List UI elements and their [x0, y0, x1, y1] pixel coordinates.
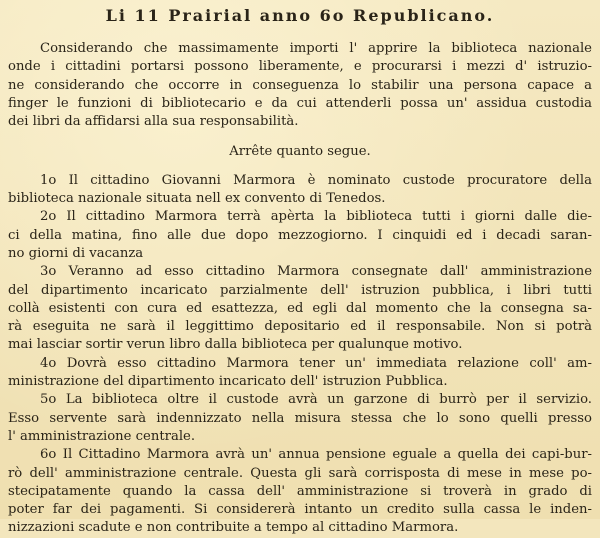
- article-1: [8, 172, 592, 209]
- article-line: 6o Il Cittadino Marmora avrà un' annua pensione eguale a quella dei capi-bur-: [40, 447, 592, 463]
- article-line: del dipartimento incaricato parzialmente dell' istruzion pubblica, i libri tutti: [8, 282, 592, 298]
- preamble-line: onde i cittadini portarsi possono liberamente, e procurarsi i mezzi d' istruzio-: [8, 59, 592, 75]
- article-line: l' amministrazione centrale.: [8, 428, 196, 444]
- article-2: [8, 208, 592, 263]
- article-line: biblioteca nazionale situata nell ex convento di Tenedos.: [8, 191, 386, 207]
- document-title: Li 11 Prairial anno 6o Republicano.: [105, 6, 495, 25]
- decree-intro: Arrête quanto segue.: [229, 144, 371, 160]
- article-line: ci della matina, fino alle due dopo mezzogiorno. I cinquidi ed i decadi saran-: [8, 227, 592, 243]
- article-line: mai lasciar sortir verun libro dalla biblioteca per qualunque motivo.: [8, 337, 463, 353]
- article-line: rò dell' amministrazione centrale. Questa gli sarà corrisposta di mese in mese po-: [8, 465, 592, 481]
- article-line: nizzazioni scadute e non contribuite a tempo al cittadino Marmora.: [8, 520, 459, 536]
- article-line: Esso servente sarà indennizzato nella misura stessa che lo sono quelli presso: [8, 410, 592, 426]
- article-line: 4o Dovrà esso cittadino Marmora tener un' immediata relazione coll' am-: [40, 355, 592, 371]
- article-line: 1o Il cittadino Giovanni Marmora è nominato custode procuratore della: [40, 172, 592, 188]
- article-3: [8, 263, 592, 354]
- article-line: ministrazione del dipartimento incaricato dell' istruzion Pubblica.: [8, 374, 448, 390]
- article-line: rà eseguita ne sarà il leggittimo depositario ed il responsabile. Non si potrà: [8, 319, 592, 335]
- preamble-line: ne considerando che occorre in conseguenza lo stabilir una persona capace a: [8, 77, 592, 93]
- article-line: no giorni di vacanza: [8, 245, 144, 261]
- article-5: [8, 391, 592, 446]
- preamble-line: dei libri da affidarsi alla sua responsabilità.: [8, 114, 299, 130]
- article-line: stecipatamente quando la cassa dell' amministrazione si troverà in grado di: [8, 483, 592, 499]
- article-line: collà esistenti con cura ed esattezza, ed egli dal momento che la consegna sa-: [8, 300, 592, 316]
- article-6: [8, 446, 592, 537]
- article-line: 3o Veranno ad esso cittadino Marmora consegnate dall' amministrazione: [40, 264, 592, 280]
- article-line: 2o Il cittadino Marmora terrà apèrta la biblioteca tutti i giorni dalle die-: [40, 209, 592, 225]
- preamble: [8, 40, 592, 131]
- article-line: poter far dei pagamenti. Si considererà intanto un credito sulla cassa le inden-: [8, 502, 592, 518]
- article-line: 5o La biblioteca oltre il custode avrà un garzone di burrò per il servizio.: [40, 392, 592, 408]
- preamble-line: finger le funzioni di bibliotecario e da cui attenderli possa un' assidua custodia: [8, 95, 592, 111]
- preamble-line: Considerando che massimamente importi l' apprire la biblioteca nazionale: [40, 41, 592, 56]
- article-4: [8, 355, 592, 392]
